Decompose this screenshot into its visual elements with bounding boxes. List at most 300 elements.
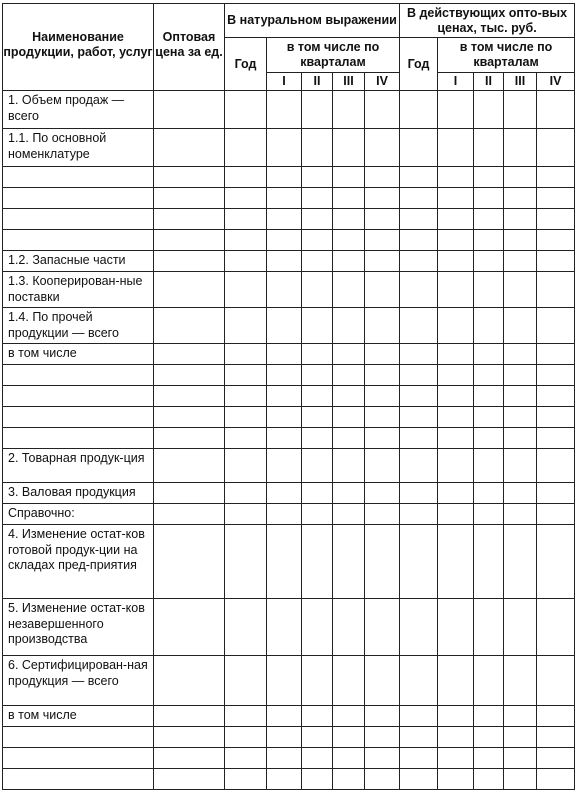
table-row (3, 656, 575, 706)
value-cell (225, 308, 267, 344)
value-cell (504, 428, 537, 449)
header-quarter-2-natural: II (302, 72, 333, 90)
value-cell (333, 308, 365, 344)
value-cell (438, 656, 474, 706)
value-cell (333, 251, 365, 272)
value-cell (365, 251, 400, 272)
value-cell (154, 769, 225, 790)
value-cell (474, 428, 504, 449)
value-cell (267, 706, 302, 727)
header-wholesale-price: Оптовая цена за ед. (154, 4, 225, 91)
row-label (3, 428, 154, 449)
value-cell (438, 129, 474, 167)
value-cell (537, 449, 575, 483)
value-cell (365, 407, 400, 428)
value-cell (225, 428, 267, 449)
value-cell (154, 706, 225, 727)
value-cell (154, 727, 225, 748)
value-cell (438, 449, 474, 483)
value-cell (333, 599, 365, 656)
value-cell (400, 706, 438, 727)
row-label (3, 188, 154, 209)
value-cell (400, 656, 438, 706)
value-cell (154, 483, 225, 504)
value-cell (537, 656, 575, 706)
value-cell (504, 449, 537, 483)
value-cell (333, 230, 365, 251)
value-cell (438, 748, 474, 769)
value-cell (333, 748, 365, 769)
value-cell (225, 344, 267, 365)
value-cell (154, 656, 225, 706)
value-cell (438, 272, 474, 308)
table-row (3, 727, 575, 748)
value-cell (267, 308, 302, 344)
row-label (3, 407, 154, 428)
value-cell (333, 428, 365, 449)
value-cell (365, 428, 400, 449)
value-cell (365, 344, 400, 365)
value-cell (365, 308, 400, 344)
value-cell (302, 365, 333, 386)
value-cell (333, 504, 365, 525)
table-row (3, 525, 575, 599)
row-label: в том числе (3, 344, 154, 365)
value-cell (365, 504, 400, 525)
value-cell (267, 599, 302, 656)
value-cell (365, 706, 400, 727)
value-cell (302, 129, 333, 167)
value-cell (225, 386, 267, 407)
table-row (3, 365, 575, 386)
table-row (3, 428, 575, 449)
value-cell (537, 129, 575, 167)
value-cell (400, 251, 438, 272)
value-cell (537, 272, 575, 308)
value-cell (333, 129, 365, 167)
value-cell (365, 769, 400, 790)
value-cell (537, 504, 575, 525)
value-cell (267, 428, 302, 449)
value-cell (438, 504, 474, 525)
value-cell (365, 449, 400, 483)
value-cell (537, 428, 575, 449)
value-cell (474, 449, 504, 483)
value-cell (225, 656, 267, 706)
value-cell (267, 188, 302, 209)
value-cell (504, 727, 537, 748)
value-cell (504, 188, 537, 209)
value-cell (400, 167, 438, 188)
header-current-prices: В действующих опто-вых ценах, тыс. руб. (400, 4, 575, 38)
value-cell (154, 504, 225, 525)
value-cell (474, 251, 504, 272)
value-cell (400, 483, 438, 504)
value-cell (225, 91, 267, 129)
value-cell (400, 129, 438, 167)
value-cell (267, 251, 302, 272)
table-row (3, 308, 575, 344)
value-cell (400, 449, 438, 483)
row-label (3, 365, 154, 386)
row-label: 2. Товарная продук-ция (3, 449, 154, 483)
value-cell (154, 188, 225, 209)
value-cell (438, 167, 474, 188)
value-cell (333, 344, 365, 365)
table-row (3, 167, 575, 188)
value-cell (438, 188, 474, 209)
value-cell (537, 209, 575, 230)
value-cell (474, 167, 504, 188)
value-cell (302, 272, 333, 308)
value-cell (154, 365, 225, 386)
value-cell (537, 344, 575, 365)
value-cell (154, 344, 225, 365)
value-cell (333, 272, 365, 308)
value-cell (302, 483, 333, 504)
value-cell (267, 365, 302, 386)
value-cell (504, 251, 537, 272)
value-cell (474, 230, 504, 251)
value-cell (504, 365, 537, 386)
value-cell (474, 188, 504, 209)
value-cell (537, 365, 575, 386)
value-cell (365, 386, 400, 407)
table-row (3, 407, 575, 428)
value-cell (365, 599, 400, 656)
value-cell (400, 91, 438, 129)
value-cell (438, 365, 474, 386)
value-cell (504, 599, 537, 656)
value-cell (438, 483, 474, 504)
row-label (3, 230, 154, 251)
row-label: в том числе (3, 706, 154, 727)
value-cell (302, 428, 333, 449)
value-cell (504, 344, 537, 365)
value-cell (474, 386, 504, 407)
value-cell (302, 344, 333, 365)
value-cell (438, 251, 474, 272)
row-label: 1.2. Запасные части (3, 251, 154, 272)
value-cell (365, 483, 400, 504)
header-quarter-1-value: I (438, 72, 474, 90)
row-label (3, 209, 154, 230)
value-cell (474, 365, 504, 386)
value-cell (267, 386, 302, 407)
value-cell (154, 91, 225, 129)
table-row (3, 449, 575, 483)
value-cell (333, 769, 365, 790)
value-cell (438, 769, 474, 790)
table-header (3, 4, 575, 91)
table-row (3, 129, 575, 167)
value-cell (400, 525, 438, 599)
value-cell (154, 167, 225, 188)
value-cell (302, 386, 333, 407)
value-cell (504, 656, 537, 706)
value-cell (438, 428, 474, 449)
table-row (3, 272, 575, 308)
value-cell (474, 344, 504, 365)
value-cell (504, 706, 537, 727)
value-cell (400, 209, 438, 230)
row-label (3, 769, 154, 790)
value-cell (302, 656, 333, 706)
header-year-natural: Год (225, 38, 267, 91)
value-cell (267, 483, 302, 504)
value-cell (365, 727, 400, 748)
value-cell (537, 769, 575, 790)
value-cell (267, 91, 302, 129)
row-label: 6. Сертифицирован-ная продукция — всего (3, 656, 154, 706)
value-cell (504, 230, 537, 251)
row-label: Справочно: (3, 504, 154, 525)
header-by-quarter-natural: в том числе по кварталам (267, 38, 400, 73)
value-cell (225, 769, 267, 790)
value-cell (400, 308, 438, 344)
value-cell (302, 706, 333, 727)
value-cell (504, 167, 537, 188)
row-label (3, 727, 154, 748)
value-cell (474, 748, 504, 769)
value-cell (302, 504, 333, 525)
value-cell (225, 272, 267, 308)
value-cell (225, 407, 267, 428)
value-cell (474, 706, 504, 727)
value-cell (474, 407, 504, 428)
value-cell (438, 599, 474, 656)
header-product-name: Наименование продукции, работ, услуг (3, 4, 154, 91)
table-row (3, 483, 575, 504)
value-cell (302, 748, 333, 769)
value-cell (438, 209, 474, 230)
value-cell (504, 91, 537, 129)
value-cell (438, 308, 474, 344)
table-row (3, 769, 575, 790)
value-cell (302, 230, 333, 251)
production-plan-table (2, 3, 575, 790)
value-cell (400, 344, 438, 365)
value-cell (225, 188, 267, 209)
value-cell (267, 209, 302, 230)
value-cell (154, 308, 225, 344)
value-cell (225, 251, 267, 272)
value-cell (225, 483, 267, 504)
value-cell (302, 525, 333, 599)
value-cell (302, 188, 333, 209)
header-quarter-1-natural: I (267, 72, 302, 90)
value-cell (365, 209, 400, 230)
value-cell (302, 407, 333, 428)
row-label: 1. Объем продаж — всего (3, 91, 154, 129)
row-label: 3. Валовая продукция (3, 483, 154, 504)
value-cell (474, 209, 504, 230)
value-cell (400, 407, 438, 428)
value-cell (365, 91, 400, 129)
value-cell (504, 272, 537, 308)
value-cell (302, 251, 333, 272)
value-cell (333, 167, 365, 188)
value-cell (438, 386, 474, 407)
value-cell (333, 209, 365, 230)
value-cell (333, 525, 365, 599)
value-cell (365, 129, 400, 167)
value-cell (504, 386, 537, 407)
value-cell (225, 525, 267, 599)
value-cell (225, 504, 267, 525)
value-cell (365, 365, 400, 386)
header-quarter-3-natural: III (333, 72, 365, 90)
value-cell (537, 727, 575, 748)
value-cell (267, 525, 302, 599)
table-row (3, 91, 575, 129)
value-cell (333, 483, 365, 504)
table-row (3, 188, 575, 209)
value-cell (154, 449, 225, 483)
row-label: 1.3. Кооперирован-ные поставки (3, 272, 154, 308)
table-row (3, 386, 575, 407)
value-cell (474, 483, 504, 504)
value-cell (333, 386, 365, 407)
value-cell (537, 91, 575, 129)
value-cell (504, 525, 537, 599)
value-cell (225, 449, 267, 483)
value-cell (154, 129, 225, 167)
value-cell (333, 727, 365, 748)
value-cell (267, 769, 302, 790)
value-cell (267, 748, 302, 769)
value-cell (438, 727, 474, 748)
value-cell (302, 449, 333, 483)
value-cell (333, 656, 365, 706)
value-cell (474, 129, 504, 167)
value-cell (537, 251, 575, 272)
row-label (3, 167, 154, 188)
value-cell (154, 525, 225, 599)
value-cell (537, 483, 575, 504)
value-cell (504, 504, 537, 525)
table-row (3, 344, 575, 365)
value-cell (474, 656, 504, 706)
value-cell (302, 91, 333, 129)
value-cell (154, 209, 225, 230)
row-label: 4. Изменение остат-ков готовой продук-ции на складах пред-приятия (3, 525, 154, 599)
value-cell (225, 727, 267, 748)
value-cell (225, 748, 267, 769)
value-cell (333, 188, 365, 209)
table-row (3, 706, 575, 727)
value-cell (225, 599, 267, 656)
table-row (3, 251, 575, 272)
value-cell (504, 129, 537, 167)
row-label: 1.4. По прочей продукции — всего (3, 308, 154, 344)
value-cell (267, 407, 302, 428)
value-cell (400, 272, 438, 308)
value-cell (400, 727, 438, 748)
value-cell (537, 167, 575, 188)
header-quarter-3-value: III (504, 72, 537, 90)
value-cell (504, 748, 537, 769)
value-cell (474, 308, 504, 344)
value-cell (154, 230, 225, 251)
value-cell (267, 272, 302, 308)
value-cell (474, 599, 504, 656)
value-cell (474, 727, 504, 748)
table-row (3, 504, 575, 525)
value-cell (302, 599, 333, 656)
value-cell (154, 599, 225, 656)
header-quarter-4-value: IV (537, 72, 575, 90)
value-cell (365, 188, 400, 209)
value-cell (225, 706, 267, 727)
value-cell (154, 386, 225, 407)
value-cell (438, 706, 474, 727)
value-cell (302, 727, 333, 748)
value-cell (504, 407, 537, 428)
header-quarter-2-value: II (474, 72, 504, 90)
value-cell (474, 525, 504, 599)
value-cell (400, 504, 438, 525)
value-cell (474, 504, 504, 525)
value-cell (154, 748, 225, 769)
value-cell (537, 230, 575, 251)
value-cell (438, 407, 474, 428)
value-cell (154, 428, 225, 449)
value-cell (333, 706, 365, 727)
header-by-quarter-value: в том числе по кварталам (438, 38, 575, 73)
value-cell (438, 230, 474, 251)
value-cell (267, 727, 302, 748)
value-cell (537, 706, 575, 727)
value-cell (225, 129, 267, 167)
value-cell (438, 344, 474, 365)
value-cell (333, 449, 365, 483)
header-natural-terms: В натуральном выражении (225, 4, 400, 38)
value-cell (537, 599, 575, 656)
value-cell (302, 167, 333, 188)
value-cell (365, 656, 400, 706)
value-cell (365, 272, 400, 308)
row-label (3, 386, 154, 407)
value-cell (154, 251, 225, 272)
row-label: 5. Изменение остат-ков незавершенного производства (3, 599, 154, 656)
table-body (3, 91, 575, 790)
table-row (3, 748, 575, 769)
value-cell (537, 308, 575, 344)
value-cell (333, 91, 365, 129)
value-cell (400, 188, 438, 209)
value-cell (400, 365, 438, 386)
value-cell (504, 209, 537, 230)
value-cell (333, 407, 365, 428)
value-cell (537, 748, 575, 769)
value-cell (400, 769, 438, 790)
value-cell (400, 748, 438, 769)
value-cell (537, 386, 575, 407)
value-cell (267, 449, 302, 483)
value-cell (537, 407, 575, 428)
value-cell (400, 386, 438, 407)
value-cell (400, 230, 438, 251)
value-cell (333, 365, 365, 386)
value-cell (365, 230, 400, 251)
value-cell (267, 167, 302, 188)
value-cell (302, 209, 333, 230)
value-cell (365, 748, 400, 769)
value-cell (504, 308, 537, 344)
value-cell (267, 656, 302, 706)
header-quarter-4-natural: IV (365, 72, 400, 90)
